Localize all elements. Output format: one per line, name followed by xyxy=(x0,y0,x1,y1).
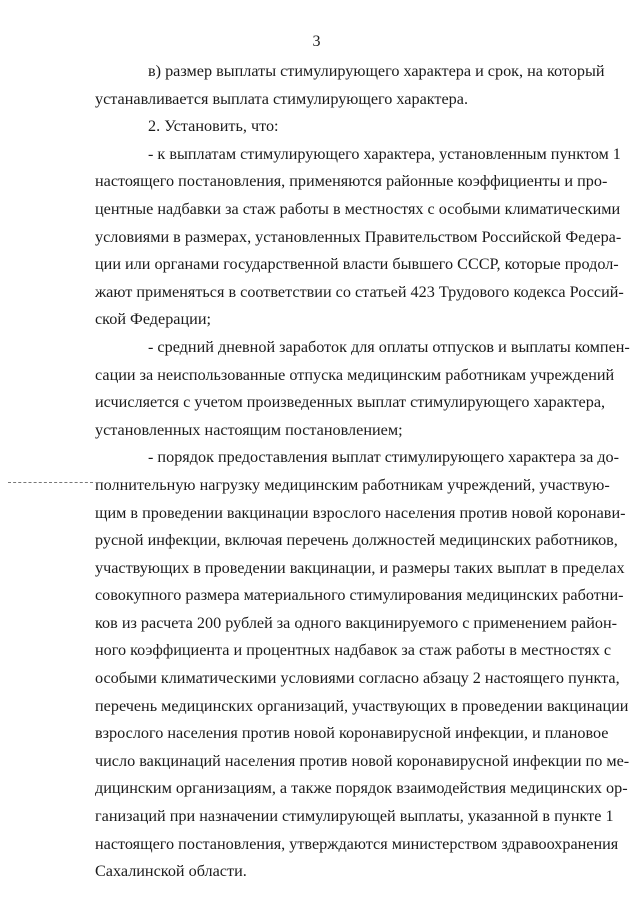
text-line: жают применяться в соответствии со статьей 423 Трудового кодекса Россий- xyxy=(95,282,624,301)
text-line: настоящего постановления, применяются районные коэффициенты и про- xyxy=(95,172,608,191)
text-line: участвующих в проведении вакцинации, и размеры таких выплат в пределах xyxy=(95,558,625,577)
text-line: - средний дневной заработок для оплаты отпусков и выплаты компен- xyxy=(148,337,630,356)
text-line: дицинским организациям, а также порядок взаимодействия медицинских ор- xyxy=(95,779,628,798)
text-line: русной инфекции, включая перечень должностей медицинских работников, xyxy=(95,531,618,550)
text-line: совокупного размера материального стимулирования медицинских работни- xyxy=(95,586,624,605)
document-body xyxy=(95,58,630,886)
text-line: Сахалинской области. xyxy=(95,862,247,881)
text-line: исчисляется с учетом произведенных выплат стимулирующего характера, xyxy=(95,393,606,412)
text-line: - порядок предоставления выплат стимулирующего характера за до- xyxy=(148,448,620,467)
text-line: в) размер выплаты стимулирующего характера и срок, на который xyxy=(148,62,605,80)
text-line: ской Федерации; xyxy=(95,310,211,329)
text-line: щим в проведении вакцинации взрослого населения против новой коронави- xyxy=(95,503,626,522)
text-line: перечень медицинских организаций, участвующих в проведении вакцинации xyxy=(95,696,629,715)
text-line: установленных настоящим постановлением; xyxy=(95,420,403,439)
text-line: ного коэффициента и процентных надбавок за стаж работы в местностях с xyxy=(95,641,612,660)
text-line: сации за неиспользованные отпуска медицинским работникам учреждений xyxy=(95,365,615,384)
text-line: ции или органами государственной власти бывшего СССР, которые продол- xyxy=(95,255,619,274)
scan-margin-mark xyxy=(8,482,93,483)
text-line: центные надбавки за стаж работы в местностях с особыми климатическими xyxy=(95,199,621,218)
text-line: устанавливается выплата стимулирующего характера. xyxy=(95,89,468,108)
text-line: полнительную нагрузку медицинским работникам учреждений, участвую- xyxy=(95,475,610,494)
text-line: 2. Установить, что: xyxy=(148,117,279,136)
text-line: настоящего постановления, утверждаются министерством здравоохранения xyxy=(95,834,619,853)
text-line: условиями в размерах, установленных Правительством Российской Федера- xyxy=(95,227,622,246)
text-line: число вакцинаций населения против новой коронавирусной инфекции по ме- xyxy=(95,751,630,770)
text-line: ков из расчета 200 рублей за одного вакцинируемого с применением район- xyxy=(95,613,618,632)
page-number: 3 xyxy=(312,33,321,50)
text-line: - к выплатам стимулирующего характера, установленным пунктом 1 xyxy=(148,144,621,163)
text-line: ганизаций при назначении стимулирующей выплаты, указанной в пункте 1 xyxy=(95,807,614,826)
text-line: особыми климатическими условиями согласно абзацу 2 настоящего пункта, xyxy=(95,669,620,688)
text-line: взрослого населения против новой коронавирусной инфекции, и плановое xyxy=(95,724,609,743)
